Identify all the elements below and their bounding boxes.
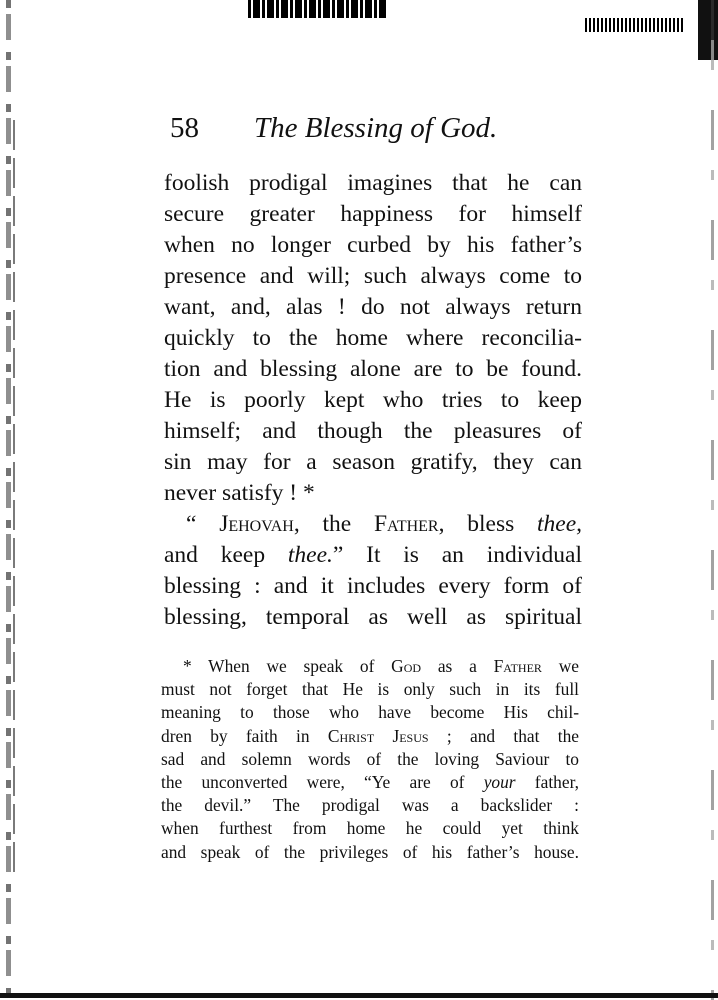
scan-edge-right <box>711 0 714 1000</box>
footnote-line: sad and solemn words of the loving Saviour to <box>161 748 579 769</box>
footnote-line: * When we speak of God as a Father we <box>183 656 579 676</box>
body-line: “ Jehovah, the Father, bless thee, <box>186 511 583 537</box>
footnote-line: the unconverted were, “Ye are of your father, <box>161 772 580 793</box>
divine-name: Father <box>493 656 542 676</box>
body-line: foolish prodigal imagines that he can <box>164 170 582 196</box>
scan-edge-left-inner <box>13 120 15 880</box>
body-text <box>164 168 582 633</box>
divine-name: Christ Jesus <box>327 725 429 746</box>
emphasis: thee. <box>287 542 333 568</box>
divine-name: Father <box>373 511 439 537</box>
scan-edge-bottom <box>0 993 718 998</box>
body-line: secure greater happiness for himself <box>164 201 582 227</box>
scan-edge-left <box>6 0 11 1000</box>
footnote-line: the devil.” The prodigal was a backslider : <box>161 795 579 816</box>
footnote-line: meaning to those who have become His chil- <box>161 702 579 723</box>
body-line: quickly to the home where reconcilia- <box>164 325 582 351</box>
body-line: himself; and though the pleasures of <box>164 418 582 444</box>
scan-edge-right-block <box>698 0 718 60</box>
running-title: The Blessing of God. <box>254 112 498 144</box>
scan-mark-top <box>248 0 388 18</box>
page-number: 58 <box>170 112 199 144</box>
body-line: blessing : and it includes every form of <box>164 573 582 599</box>
footnote-line: dren by faith in Christ Jesus ; and that the <box>161 725 580 746</box>
body-line: want, and, alas ! do not always return <box>164 294 582 320</box>
body-line: blessing, temporal as well as spiritual <box>164 604 582 630</box>
body-line: and keep thee.” It is an individual <box>164 542 582 568</box>
body-line: when no longer curbed by his father’s <box>164 232 582 258</box>
footnote-line: when furthest from home he could yet think <box>161 818 579 839</box>
footnote <box>161 655 579 864</box>
scan-mark-top-right <box>585 18 685 32</box>
running-head <box>170 112 590 152</box>
divine-name: God <box>391 656 422 676</box>
footnote-line: and speak of the privileges of his father’s house. <box>161 841 579 862</box>
body-line-footnote-ref: never satisfy ! * <box>164 480 315 506</box>
body-line: presence and will; such always come to <box>164 263 582 289</box>
body-line: He is poorly kept who tries to keep <box>164 387 582 413</box>
body-line: sin may for a season gratify, they can <box>164 449 582 475</box>
emphasis: your <box>483 772 516 793</box>
body-line: tion and blessing alone are to be found. <box>164 356 582 382</box>
divine-name: Jehovah <box>219 511 294 537</box>
footnote-line: must not forget that He is only such in its full <box>161 679 579 700</box>
emphasis: thee, <box>537 511 583 537</box>
